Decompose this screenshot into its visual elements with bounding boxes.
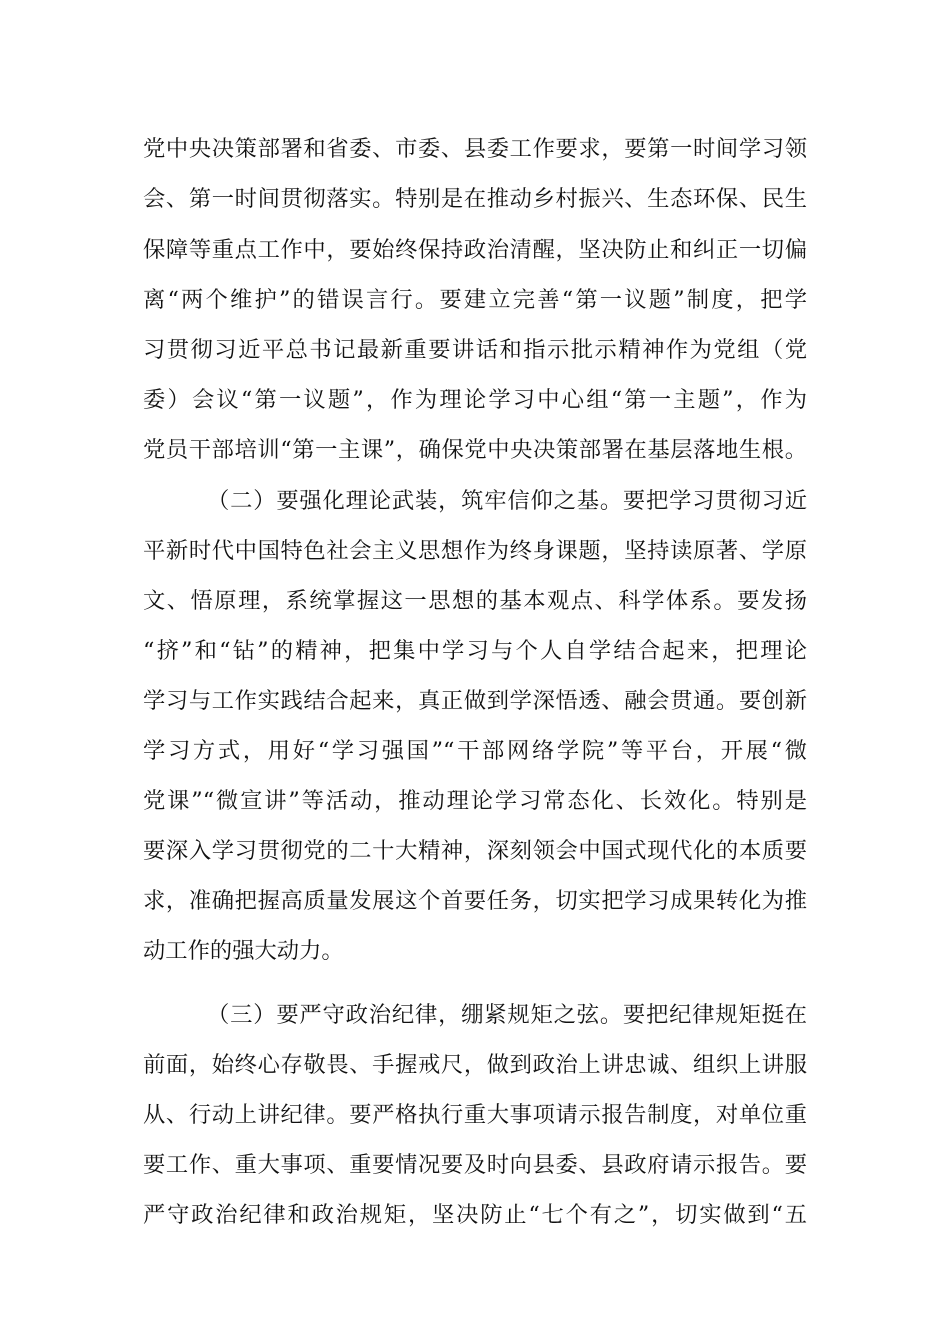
- text-line: 学习与工作实践结合起来，真正做到学深悟透、融会贯通。要创新: [143, 688, 807, 714]
- text-line: 平新时代中国特色社会主义思想作为终身课题，坚持读原著、学原: [143, 538, 807, 564]
- text-line: 前面，始终心存敬畏、手握戒尺，做到政治上讲忠诚、组织上讲服: [143, 1052, 807, 1078]
- text-line: 党员干部培训“第一主课”，确保党中央决策部署在基层落地生根。: [143, 437, 807, 463]
- text-line: 党课”“微宣讲”等活动，推动理论学习常态化、长效化。特别是: [143, 788, 807, 814]
- text-line: 严守政治纪律和政治规矩，坚决防止“七个有之”，切实做到“五: [143, 1202, 807, 1228]
- text-line: 动工作的强大动力。: [143, 938, 344, 964]
- text-line: 委）会议“第一议题”，作为理论学习中心组“第一主题”，作为: [143, 387, 807, 413]
- text-line: 要工作、重大事项、重要情况要及时向县委、县政府请示报告。要: [143, 1152, 807, 1178]
- text-line: （三）要严守政治纪律，绷紧规矩之弦。要把纪律规矩挺在: [207, 1002, 807, 1028]
- text-line: 离“两个维护”的错误言行。要建立完善“第一议题”制度，把学: [143, 287, 807, 313]
- text-line: （二）要强化理论武装，筑牢信仰之基。要把学习贯彻习近: [207, 488, 807, 514]
- text-line: 习贯彻习近平总书记最新重要讲话和指示批示精神作为党组（党: [143, 337, 807, 363]
- text-line: 要深入学习贯彻党的二十大精神，深刻领会中国式现代化的本质要: [143, 838, 807, 864]
- text-line: 求，准确把握高质量发展这个首要任务，切实把学习成果转化为推: [143, 888, 807, 914]
- text-line: 会、第一时间贯彻落实。特别是在推动乡村振兴、生态环保、民生: [143, 186, 807, 212]
- text-line: 保障等重点工作中，要始终保持政治清醒，坚决防止和纠正一切偏: [143, 237, 807, 263]
- text-line: 学习方式，用好“学习强国”“干部网络学院”等平台，开展“微: [143, 738, 807, 764]
- text-line: “挤”和“钻”的精神，把集中学习与个人自学结合起来，把理论: [143, 638, 807, 664]
- text-line: 从、行动上讲纪律。要严格执行重大事项请示报告制度，对单位重: [143, 1102, 807, 1128]
- text-line: 党中央决策部署和省委、市委、县委工作要求，要第一时间学习领: [143, 136, 807, 162]
- text-line: 文、悟原理，系统掌握这一思想的基本观点、科学体系。要发扬: [143, 588, 807, 614]
